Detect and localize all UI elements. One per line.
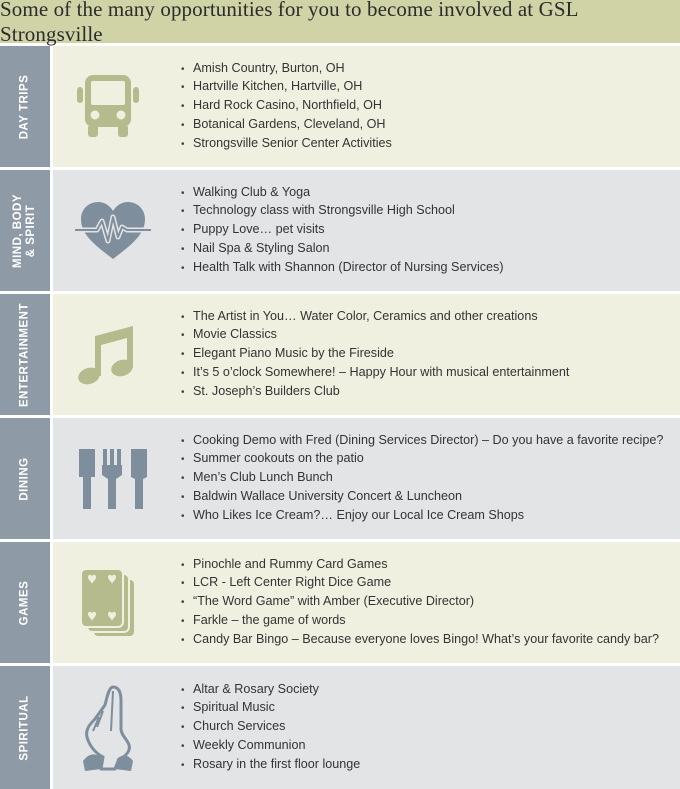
bus-icon <box>75 69 141 145</box>
list-item: • Farkle – the game of words <box>181 612 659 631</box>
list-item: • Cooking Demo with Fred (Dining Services Director) – Do you have a favorite recipe? <box>181 432 663 451</box>
list-item: • Technology class with Strongsville High School <box>181 202 504 221</box>
section-day-trips <box>0 46 680 167</box>
list-item: • Weekly Communion <box>181 737 360 756</box>
list-item: • Hartville Kitchen, Hartville, OH <box>181 78 392 97</box>
list-item: • Botanical Gardens, Cleveland, OH <box>181 116 392 135</box>
list-item: • Candy Bar Bingo – Because everyone loves Bingo! What’s your favorite candy bar? <box>181 631 659 650</box>
section-games <box>0 542 680 663</box>
section-content-day-trips <box>53 46 680 167</box>
music-note-icon <box>75 322 141 388</box>
section-content-games <box>53 542 680 663</box>
list-item: • LCR - Left Center Right Dice Game <box>181 574 659 593</box>
section-label-spiritual: SPIRITUAL <box>0 666 50 789</box>
list-entertainment <box>181 308 569 402</box>
list-item: • Strongsville Senior Center Activities <box>181 135 392 154</box>
list-item: • Amish Country, Burton, OH <box>181 60 392 79</box>
praying-hands-icon <box>75 683 141 773</box>
list-item: • Puppy Love… pet visits <box>181 221 504 240</box>
heartbeat-icon <box>75 199 151 263</box>
section-content-spiritual <box>53 666 680 789</box>
playing-cards-icon <box>75 565 141 641</box>
section-label-entertainment: ENTERTAINMENT <box>0 294 50 415</box>
section-content-mind-body-spirit <box>53 170 680 291</box>
list-item: • Hard Rock Casino, Northfield, OH <box>181 97 392 116</box>
list-item: • “The Word Game” with Amber (Executive Director) <box>181 593 659 612</box>
section-content-dining <box>53 418 680 539</box>
list-item: • The Artist in You… Water Color, Ceramics and other creations <box>181 308 569 327</box>
list-item: • Pinochle and Rummy Card Games <box>181 556 659 575</box>
section-label-games: GAMES <box>0 542 50 663</box>
list-item: • Nail Spa & Styling Salon <box>181 240 504 259</box>
list-item: • Summer cookouts on the patio <box>181 450 663 469</box>
list-item: • Spiritual Music <box>181 699 360 718</box>
list-item: • St. Joseph’s Builders Club <box>181 383 569 402</box>
list-games <box>181 556 659 650</box>
list-item: • Men’s Club Lunch Bunch <box>181 469 663 488</box>
list-item: • Altar & Rosary Society <box>181 681 360 700</box>
utensils-icon <box>75 447 151 511</box>
list-item: • Baldwin Wallace University Concert & Luncheon <box>181 488 663 507</box>
section-dining <box>0 418 680 539</box>
list-item: • Movie Classics <box>181 326 569 345</box>
list-mind-body-spirit <box>181 184 504 278</box>
section-content-entertainment <box>53 294 680 415</box>
section-label-dining: DINING <box>0 418 50 539</box>
page-header <box>0 0 680 46</box>
list-dining <box>181 432 663 526</box>
list-item: • Church Services <box>181 718 360 737</box>
list-spiritual <box>181 681 360 775</box>
list-item: • Walking Club & Yoga <box>181 184 504 203</box>
section-label-day-trips: DAY TRIPS <box>0 46 50 167</box>
list-item: • It’s 5 o’clock Somewhere! – Happy Hour with musical entertainment <box>181 364 569 383</box>
list-item: • Health Talk with Shannon (Director of Nursing Services) <box>181 259 504 278</box>
list-item: • Who Likes Ice Cream?… Enjoy our Local Ice Cream Shops <box>181 507 663 526</box>
section-mind-body-spirit <box>0 170 680 291</box>
section-spiritual <box>0 666 680 789</box>
list-day-trips <box>181 60 392 154</box>
list-item: • Rosary in the first floor lounge <box>181 756 360 775</box>
section-entertainment <box>0 294 680 415</box>
section-label-mind-body-spirit: MIND, BODY & SPIRIT <box>0 170 50 291</box>
page-title: Some of the many opportunities for you to become involved at GSL Strongsville <box>0 0 578 46</box>
list-item: • Elegant Piano Music by the Fireside <box>181 345 569 364</box>
